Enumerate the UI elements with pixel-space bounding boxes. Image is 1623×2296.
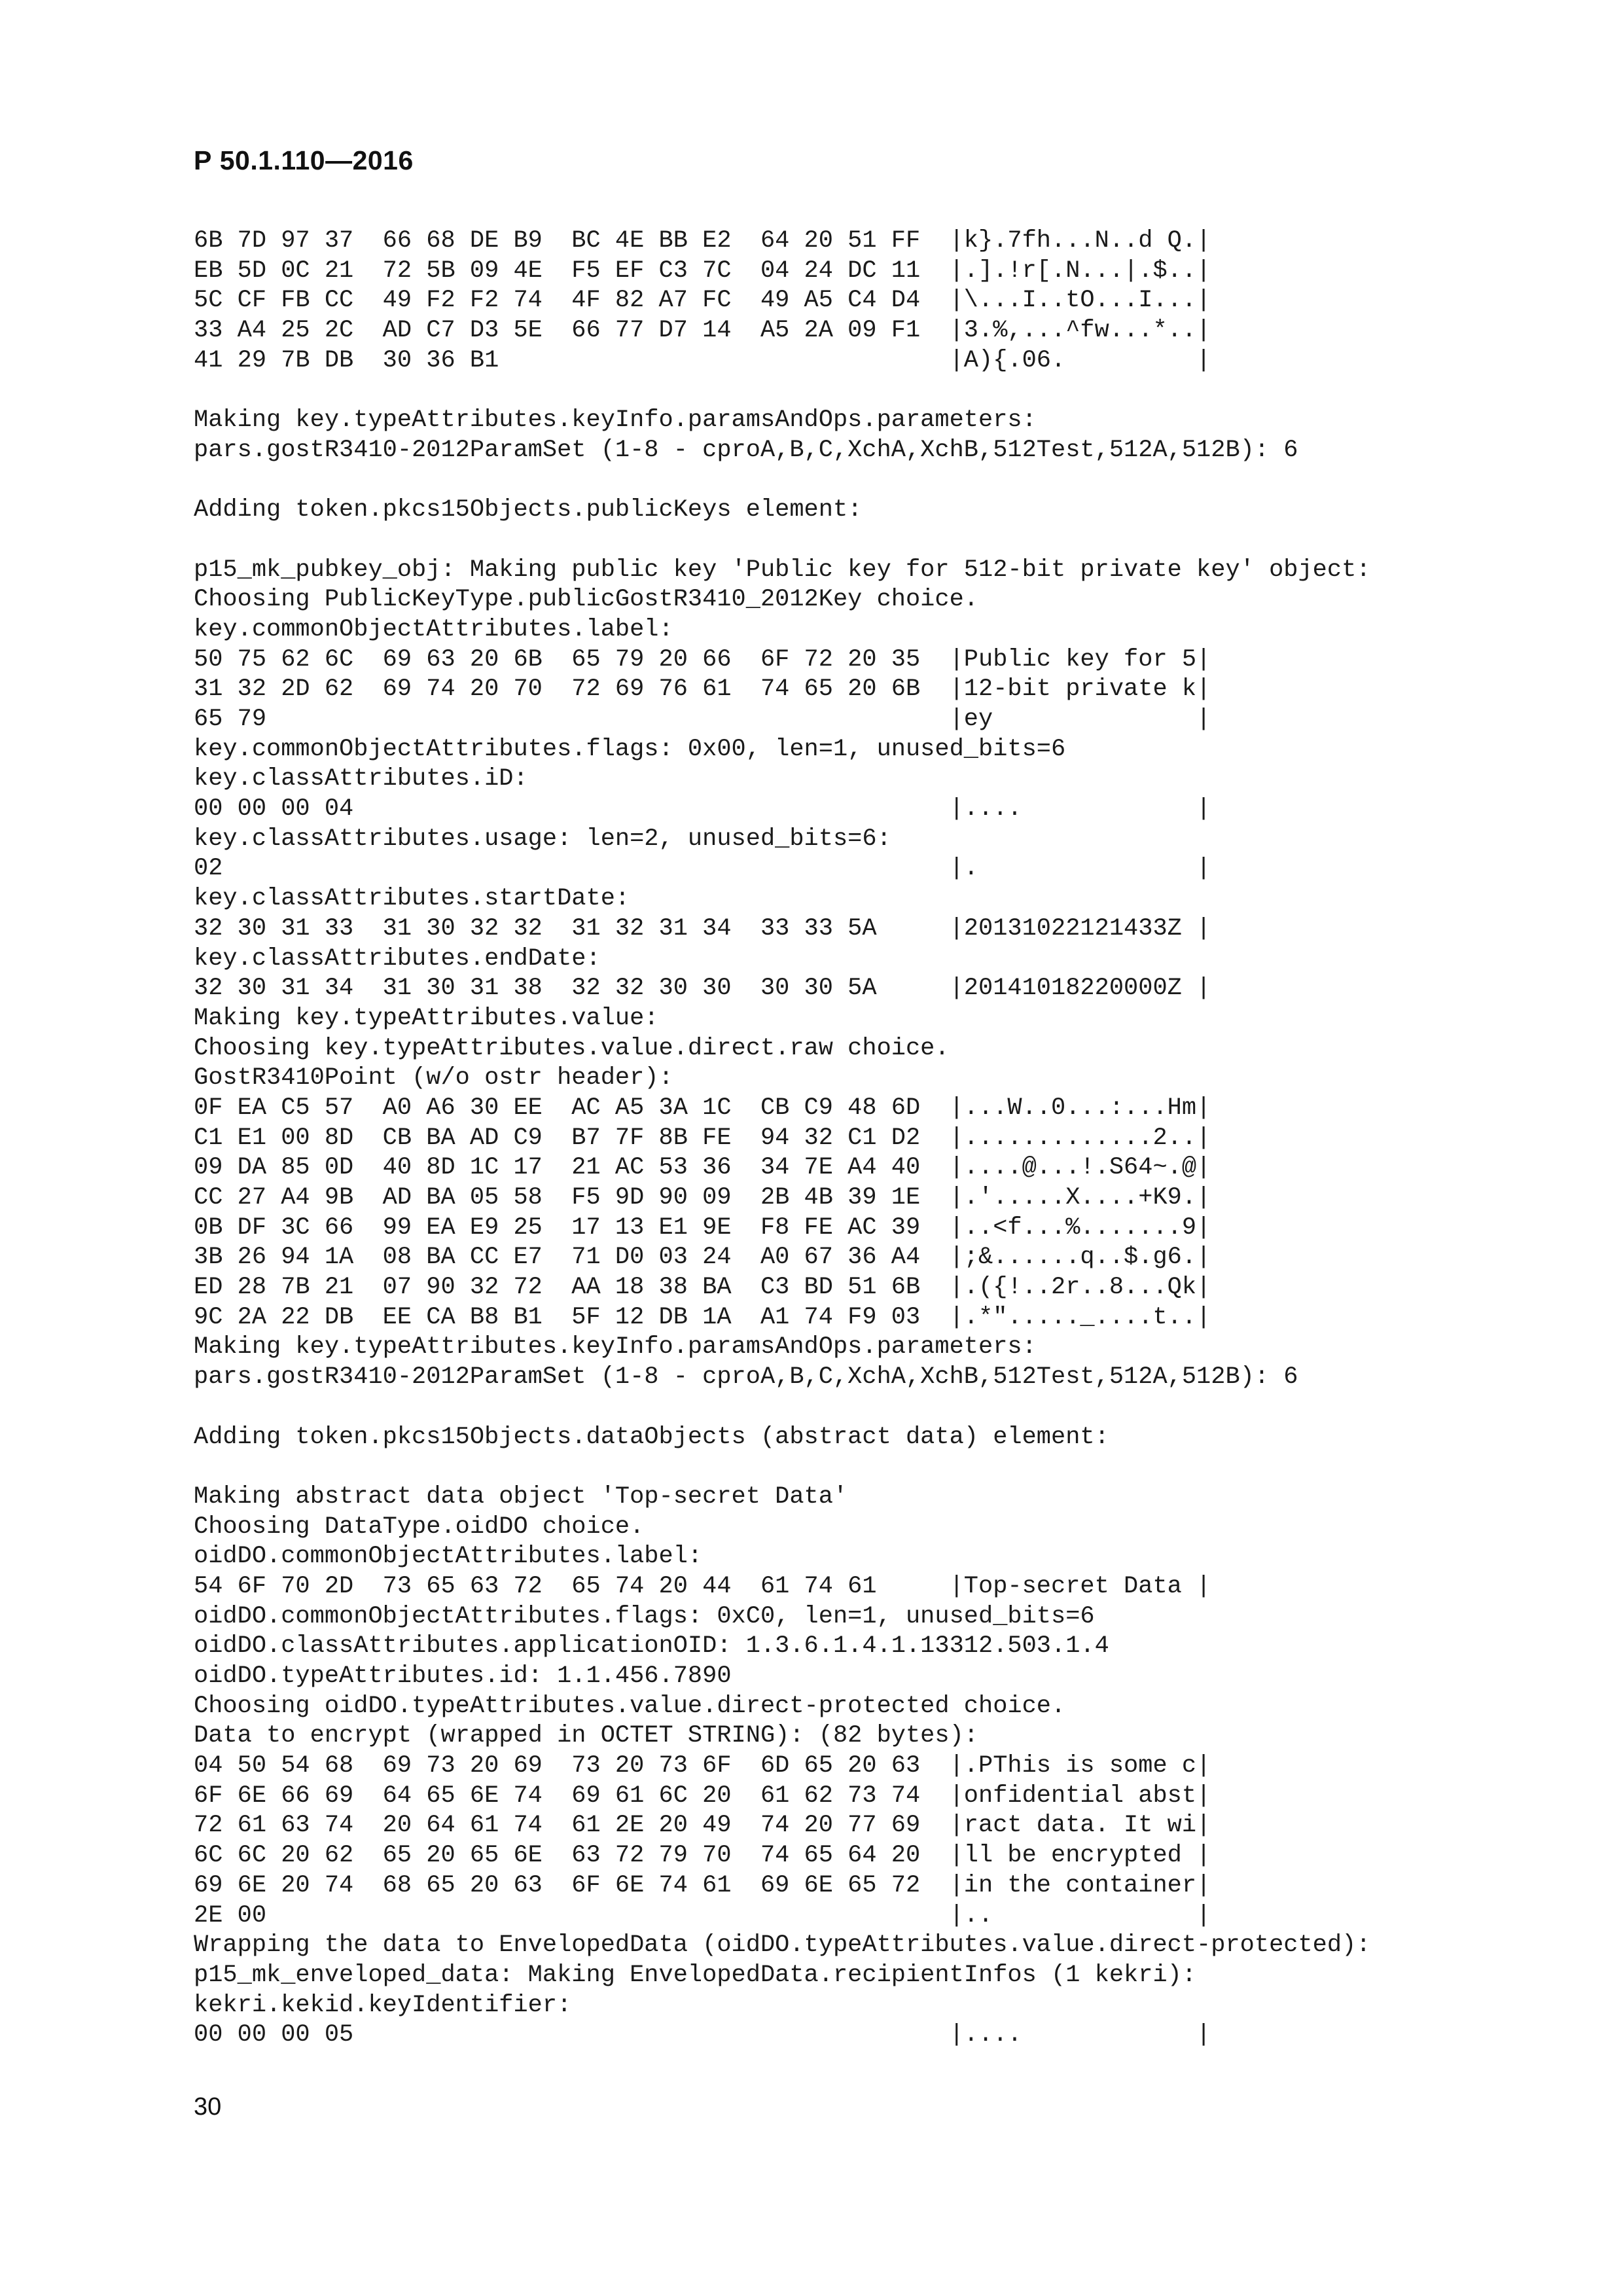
listing-line <box>194 1452 1371 1482</box>
listing-line: key.commonObjectAttributes.flags: 0x00, len=1, unused_bits=6 <box>194 735 1066 763</box>
listing-line: pars.gostR3410-2012ParamSet (1-8 - cproA,B,C,XchA,XchB,512Test,512A,512B): 6 <box>194 1363 1298 1391</box>
listing-line: oidDO.commonObjectAttributes.label: <box>194 1543 703 1571</box>
listing-line: key.classAttributes.usage: len=2, unused_bits=6: <box>194 825 891 853</box>
listing-line: Making key.typeAttributes.keyInfo.paramsAndOps.parameters: <box>194 1333 1037 1361</box>
listing-line: pars.gostR3410-2012ParamSet (1-8 - cproA,B,C,XchA,XchB,512Test,512A,512B): 6 <box>194 436 1298 464</box>
listing-line: Choosing oidDO.typeAttributes.value.direct-protected choice. <box>194 1692 1066 1720</box>
listing-line: 0B DF 3C 66 99 EA E9 25 17 13 E1 9E F8 FE AC 39 |..<f...%.......9| <box>194 1213 1211 1242</box>
listing-line: p15_mk_pubkey_obj: Making public key 'Public key for 512-bit private key' object: <box>194 556 1371 584</box>
listing-line: Making abstract data object 'Top-secret Data' <box>194 1482 848 1511</box>
listing-line: 6F 6E 66 69 64 65 6E 74 69 61 6C 20 61 62 73 74 |onfidential abst| <box>194 1782 1211 1810</box>
listing-line: Adding token.pkcs15Objects.dataObjects (abstract data) element: <box>194 1423 1109 1451</box>
listing-line: 31 32 2D 62 69 74 20 70 72 69 76 61 74 65 20 6B |12-bit private k| <box>194 675 1211 704</box>
listing-line: 0F EA C5 57 A0 A6 30 EE AC A5 3A 1C CB C9 48 6D |...W..0...:...Hm| <box>194 1094 1211 1122</box>
listing-line: key.commonObjectAttributes.label: <box>194 615 673 643</box>
listing-line: p15_mk_enveloped_data: Making EnvelopedData.recipientInfos (1 kekri): <box>194 1961 1197 1989</box>
listing-line: key.classAttributes.iD: <box>194 765 528 793</box>
listing-line: 72 61 63 74 20 64 61 74 61 2E 20 49 74 20 77 69 |ract data. It wi| <box>194 1812 1211 1840</box>
listing-line: Choosing key.typeAttributes.value.direct.raw choice. <box>194 1034 950 1062</box>
listing-line: 2E 00 |.. | <box>194 1901 1211 1929</box>
listing-line: 3B 26 94 1A 08 BA CC E7 71 D0 03 24 A0 67 36 A4 |;&......q..$.g6.| <box>194 1244 1211 1272</box>
listing-line: 54 6F 70 2D 73 65 63 72 65 74 20 44 61 74 61 |Top-secret Data | <box>194 1572 1211 1600</box>
listing-line: 00 00 00 05 |.... | <box>194 2021 1211 2049</box>
listing-line <box>194 466 1371 496</box>
listing-line: 41 29 7B DB 30 36 B1 |A){.06. | <box>194 346 1211 374</box>
listing-line: 04 50 54 68 69 73 20 69 73 20 73 6F 6D 65 20 63 |.PThis is some c| <box>194 1752 1211 1780</box>
listing-line: Making key.typeAttributes.value: <box>194 1004 659 1032</box>
listing-line: EB 5D 0C 21 72 5B 09 4E F5 EF C3 7C 04 24 DC 11 |.].!r[.N...|.$..| <box>194 257 1211 285</box>
listing-line: 33 A4 25 2C AD C7 D3 5E 66 77 D7 14 A5 2A 09 F1 |3.%,...^fw...*..| <box>194 317 1211 345</box>
listing-line: oidDO.commonObjectAttributes.flags: 0xC0, len=1, unused_bits=6 <box>194 1602 1095 1630</box>
listing-line: kekri.kekid.keyIdentifier: <box>194 1991 572 2019</box>
listing-line: 32 30 31 33 31 30 32 32 31 32 31 34 33 33 5A |20131022121433Z | <box>194 914 1211 942</box>
listing-line: ED 28 7B 21 07 90 32 72 AA 18 38 BA C3 BD 51 6B |.({!..2r..8...Qk| <box>194 1274 1211 1302</box>
code-listing <box>194 226 1371 2051</box>
listing-line: 02 |. | <box>194 855 1211 883</box>
listing-line: 00 00 00 04 |.... | <box>194 795 1211 823</box>
listing-line: 50 75 62 6C 69 63 20 6B 65 79 20 66 6F 72 20 35 |Public key for 5| <box>194 645 1211 673</box>
listing-line: Adding token.pkcs15Objects.publicKeys element: <box>194 496 863 524</box>
page-number: 30 <box>194 2093 222 2121</box>
listing-line: 32 30 31 34 31 30 31 38 32 32 30 30 30 30 5A |20141018220000Z | <box>194 975 1211 1003</box>
listing-line: 9C 2A 22 DB EE CA B8 B1 5F 12 DB 1A A1 74 F9 03 |.*"....._....t..| <box>194 1303 1211 1331</box>
listing-line: key.classAttributes.startDate: <box>194 885 630 913</box>
listing-line: Data to encrypt (wrapped in OCTET STRING): (82 bytes): <box>194 1722 978 1750</box>
listing-line: 65 79 |ey | <box>194 706 1211 733</box>
listing-line: oidDO.typeAttributes.id: 1.1.456.7890 <box>194 1662 732 1690</box>
listing-line: key.classAttributes.endDate: <box>194 944 601 973</box>
listing-line <box>194 526 1371 556</box>
listing-line: oidDO.classAttributes.applicationOID: 1.3.6.1.4.1.13312.503.1.4 <box>194 1632 1109 1660</box>
listing-line: 5C CF FB CC 49 F2 F2 74 4F 82 A7 FC 49 A5 C4 D4 |\...I..tO...I...| <box>194 287 1211 315</box>
listing-line: 69 6E 20 74 68 65 20 63 6F 6E 74 61 69 6E 65 72 |in the container| <box>194 1871 1211 1899</box>
standard-id-header: Р 50.1.110—2016 <box>194 145 414 175</box>
listing-line: Wrapping the data to EnvelopedData (oidDO.typeAttributes.value.direct-protected): <box>194 1931 1371 1960</box>
listing-line: GostR3410Point (w/o ostr header): <box>194 1064 673 1092</box>
listing-line: C1 E1 00 8D CB BA AD C9 B7 7F 8B FE 94 32 C1 D2 |.............2..| <box>194 1124 1211 1152</box>
listing-line: Making key.typeAttributes.keyInfo.paramsAndOps.parameters: <box>194 406 1037 435</box>
listing-line: 6C 6C 20 62 65 20 65 6E 63 72 79 70 74 65 64 20 |ll be encrypted | <box>194 1842 1211 1870</box>
listing-line: CC 27 A4 9B AD BA 05 58 F5 9D 90 09 2B 4B 39 1E |.'.....X....+K9.| <box>194 1184 1211 1211</box>
listing-line: Choosing PublicKeyType.publicGostR3410_2012Key choice. <box>194 586 978 614</box>
listing-line: 6B 7D 97 37 66 68 DE B9 BC 4E BB E2 64 20 51 FF |k}.7fh...N..d Q.| <box>194 227 1211 255</box>
listing-line <box>194 376 1371 406</box>
listing-line: Choosing DataType.oidDO choice. <box>194 1513 645 1541</box>
listing-line: 09 DA 85 0D 40 8D 1C 17 21 AC 53 36 34 7E A4 40 |....@...!.S64~.@| <box>194 1154 1211 1182</box>
listing-line <box>194 1393 1371 1423</box>
